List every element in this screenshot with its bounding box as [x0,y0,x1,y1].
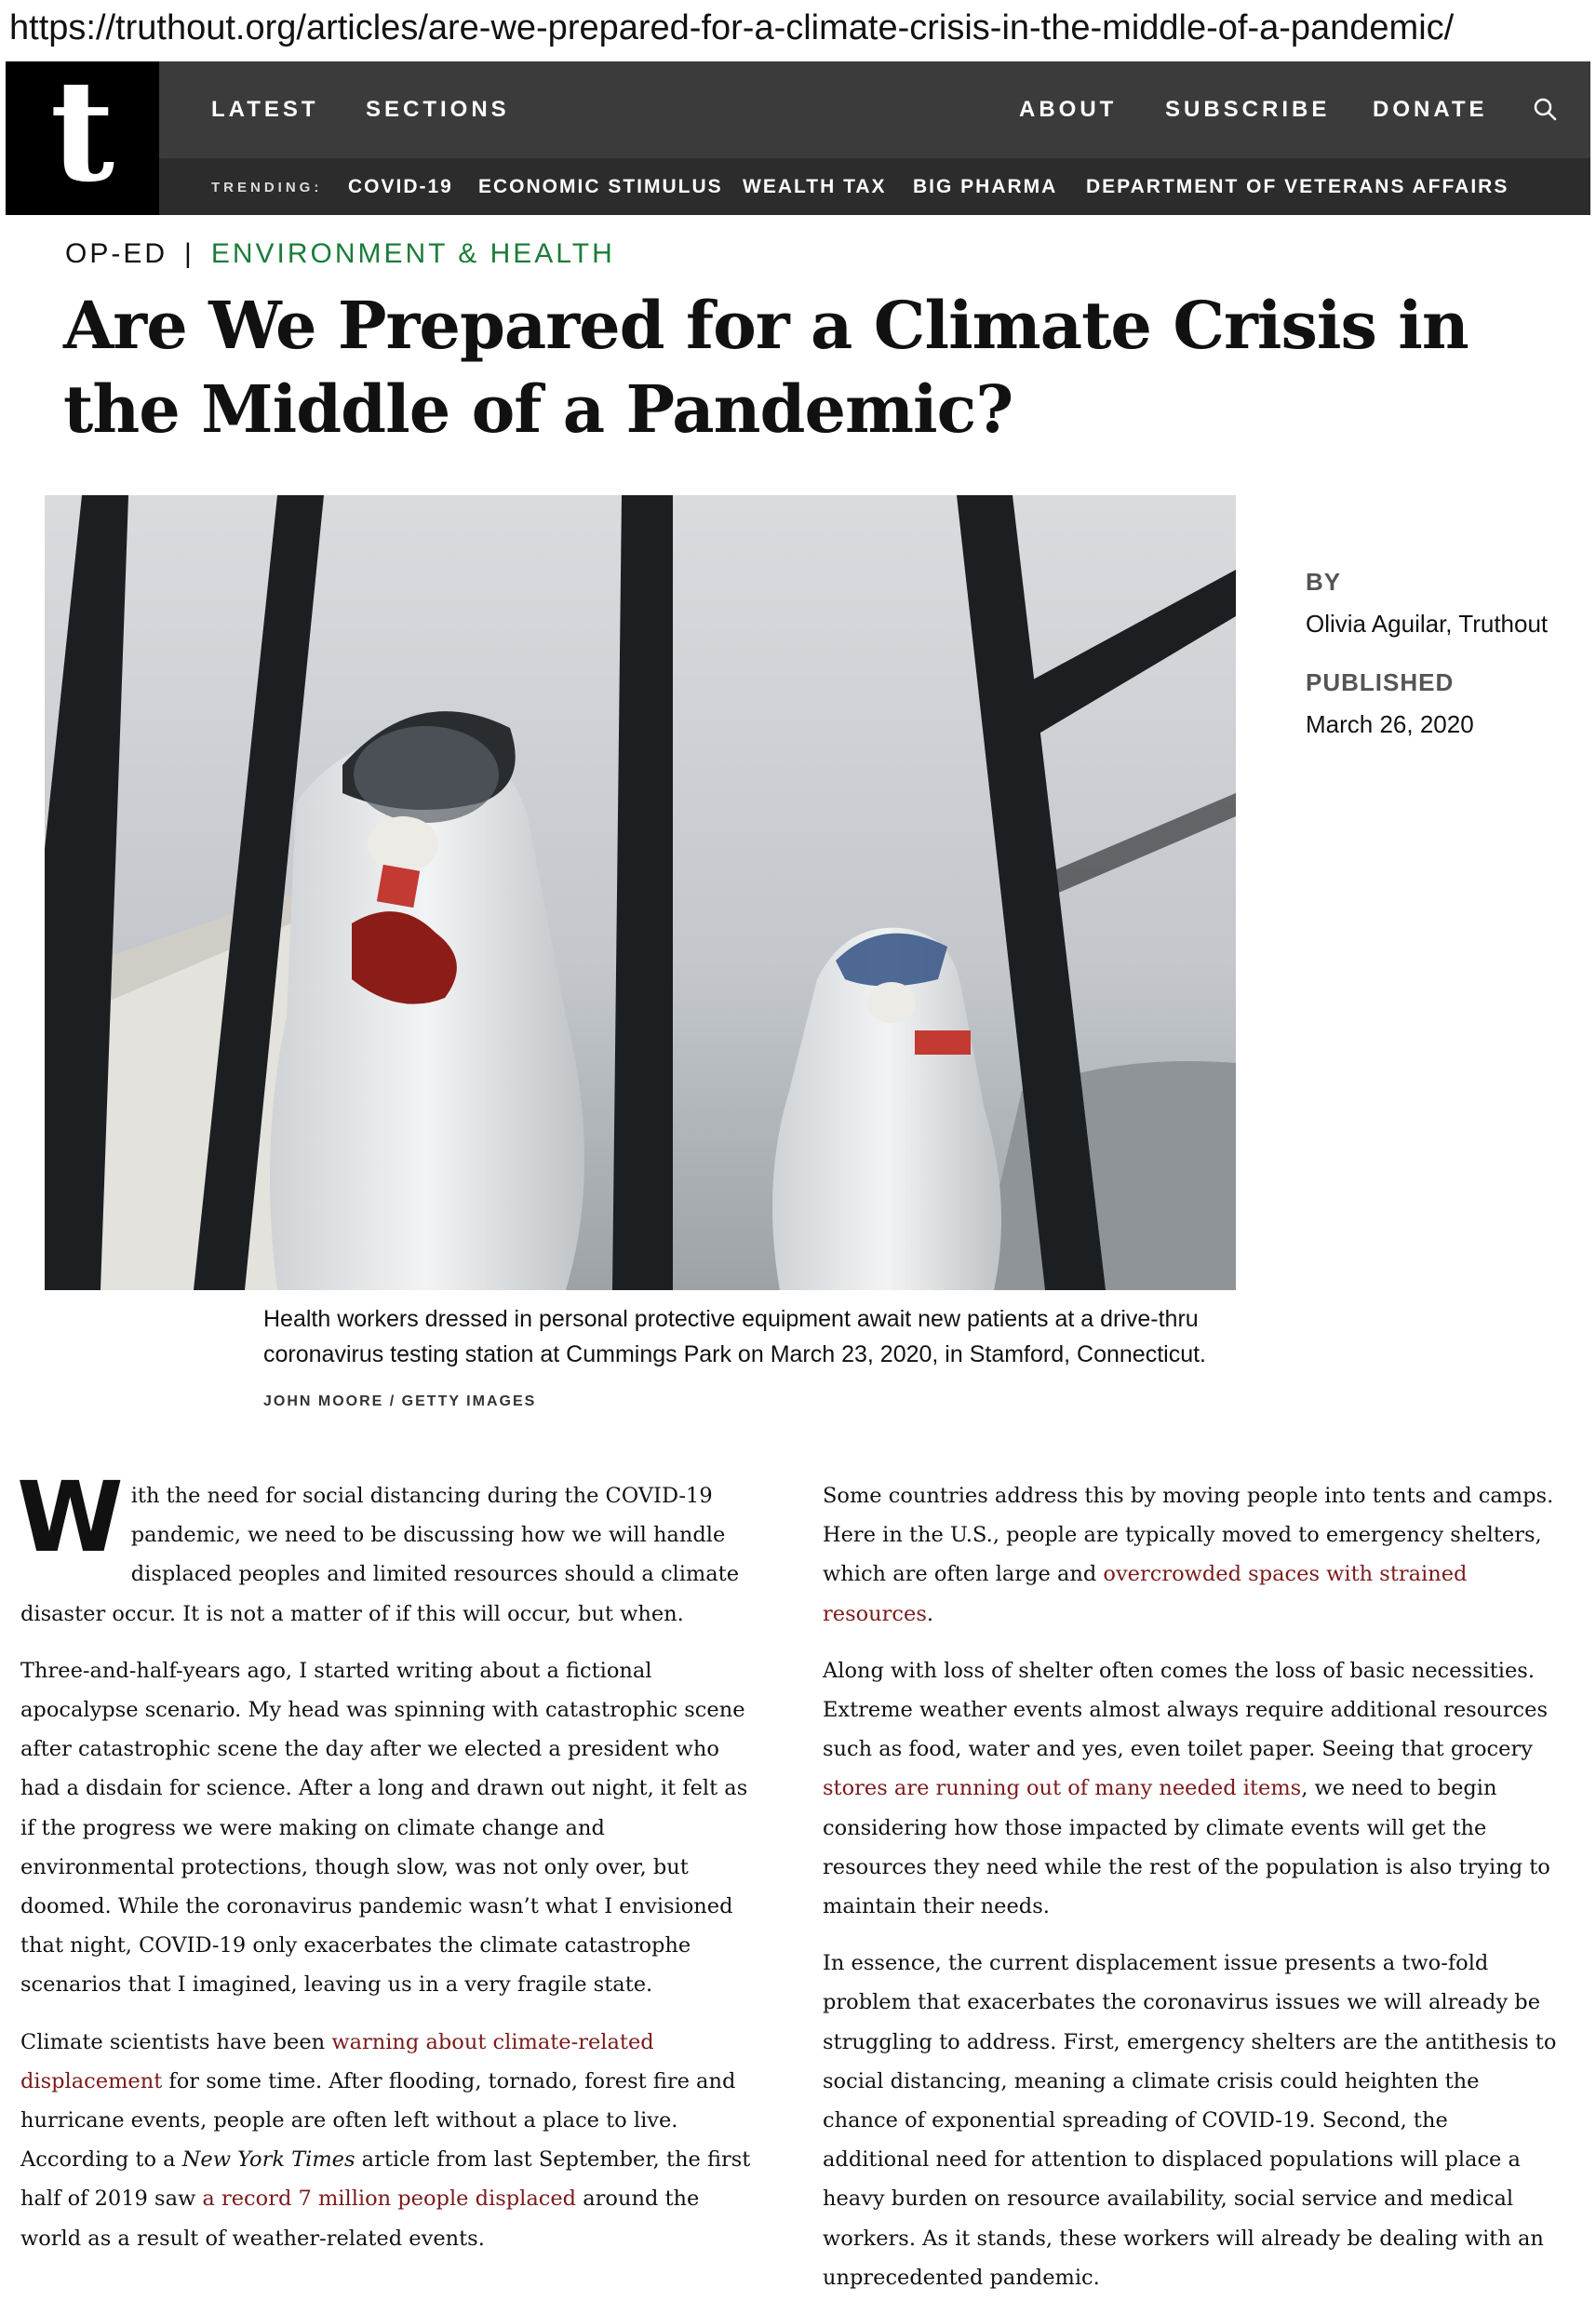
nav-donate[interactable]: DONATE [1373,97,1488,122]
trending-veterans-affairs[interactable]: DEPARTMENT OF VETERANS AFFAIRS [1086,176,1509,197]
site-header [6,49,1590,215]
nav-sections[interactable]: SECTIONS [366,97,510,122]
nav-subscribe[interactable]: SUBSCRIBE [1165,97,1331,122]
kicker-type[interactable]: OP-ED [65,238,168,269]
truthout-logo[interactable]: t [6,61,159,215]
main-nav [159,61,1590,158]
link-overcrowded-spaces[interactable]: overcrowded spaces with strained resources [823,1562,1468,1626]
paragraph-2: Three-and-half-years ago, I started writing about a fictional apocalypse scenario. My head was spinning with catastrophic scene after catastrophic scene the day after we elected a president who had a disdain for science. After a long and drawn out night, it felt as if the progress we were making on climate change and environmental protections, though slow, was not only over, but doomed. While the coronavirus pandemic wasn’t what I envisioned that night, COVID-19 only exacerbates the climate catastrophe scenarios that I imagined, leaving us in a very fragile state. [20,1658,748,1998]
search-icon[interactable] [1529,93,1562,127]
address-bar[interactable]: https://truthout.org/articles/are-we-prepared-for-a-climate-crisis-in-the-middle-of-a-pandemic/ [9,8,1455,47]
trending-wealth-tax[interactable]: WEALTH TAX [743,176,887,197]
drop-cap: W [17,1460,124,1574]
hero-photo-image [45,495,1236,1290]
link-climate-displacement[interactable]: warning about climate-related displacement [20,2029,654,2093]
paragraph-4-text-b: . [926,1601,934,1626]
paragraph-3-text-c: article from last September, the first half of 2019 saw [20,2147,751,2212]
article-body-left [17,1460,756,2276]
paragraph-5-text-a: Along with loss of shelter often comes the loss of basic necessities. Extreme weather events almost always require additional resources such as food, water and yes, even toilet paper. Seeing that grocery [823,1658,1548,1762]
paragraph-3-text-b: for some time. After flooding, tornado, forest fire and hurricane events, people are often left without a place to live. According to a [20,2068,736,2173]
paragraph-4 [823,1476,1558,1634]
nav-about[interactable]: ABOUT [1019,97,1118,122]
paragraph-3 [20,2023,756,2258]
nyt-title: New York Times [181,2147,355,2173]
photo-caption: Health workers dressed in personal protective equipment await new patients at a drive-thru coronavirus testing station at Cummings Park on March 23, 2020, in Stamford, Connecticut. [263,1306,1206,1367]
paragraph-3-text-a: Climate scientists have been [20,2029,332,2054]
link-record-displaced[interactable]: a record 7 million people displaced [202,2187,577,2212]
article-body-right [823,1476,1558,2315]
trending-economic-stimulus[interactable]: ECONOMIC STIMULUS [478,176,723,197]
link-stores-running-out[interactable]: stores are running out of many needed items [823,1776,1302,1801]
hero-photo [45,495,1236,1290]
article-title: Are We Prepared for a Climate Crisis in the Middle of a Pandemic? [63,287,1469,448]
published-date: March 26, 2020 [1306,710,1474,738]
paragraph-4-text-a: Some countries address this by moving people into tents and camps. Here in the U.S., people are typically moved to emergency shelters, which are often large and [823,1484,1554,1587]
paragraph-1-text: ith the need for social distancing during the COVID-19 pandemic, we need to be discussing how we will handle displaced peoples and limited resources should a climate disaster occur. It is not a matter of if this will occur, but when. [20,1484,740,1626]
author-name[interactable]: Olivia Aguilar, Truthout [1306,610,1549,638]
photo-credit: JOHN MOORE / GETTY IMAGES [263,1393,537,1409]
nav-latest[interactable]: LATEST [211,97,319,122]
paragraph-5 [823,1651,1558,1926]
trending-covid-19[interactable]: COVID-19 [348,176,453,197]
paragraph-3-text-d: around the world as a result of weather-related events. [20,2187,700,2251]
article-kicker [65,238,615,270]
kicker-separator: | [184,238,194,269]
trending-label: TRENDING: [211,180,323,195]
paragraph-1 [17,1460,756,1634]
trending-big-pharma[interactable]: BIG PHARMA [913,176,1058,197]
byline-block [1306,568,1585,769]
published-label: PUBLISHED [1306,668,1455,696]
trending-bar [159,158,1590,215]
paragraph-6: In essence, the current displacement issue presents a two-fold problem that exacerbates the coronavirus issues we will already be struggling to address. First, emergency shelters are the antithesis to social distancing, meaning a climate crisis could heighten the chance of exponential spreading of COVID-19. Second, the additional need for attention to displaced populations will place a heavy burden on resource availability, social service and medical workers. As it stands, these workers will already be dealing with an unprecedented pandemic. [823,1951,1557,2290]
paragraph-5-text-b: , we need to begin considering how those impacted by climate events will get the resources they need while the rest of the population is also trying to maintain their needs. [823,1776,1550,1919]
by-label: BY [1306,568,1342,596]
kicker-topic[interactable]: ENVIRONMENT & HEALTH [210,238,615,269]
